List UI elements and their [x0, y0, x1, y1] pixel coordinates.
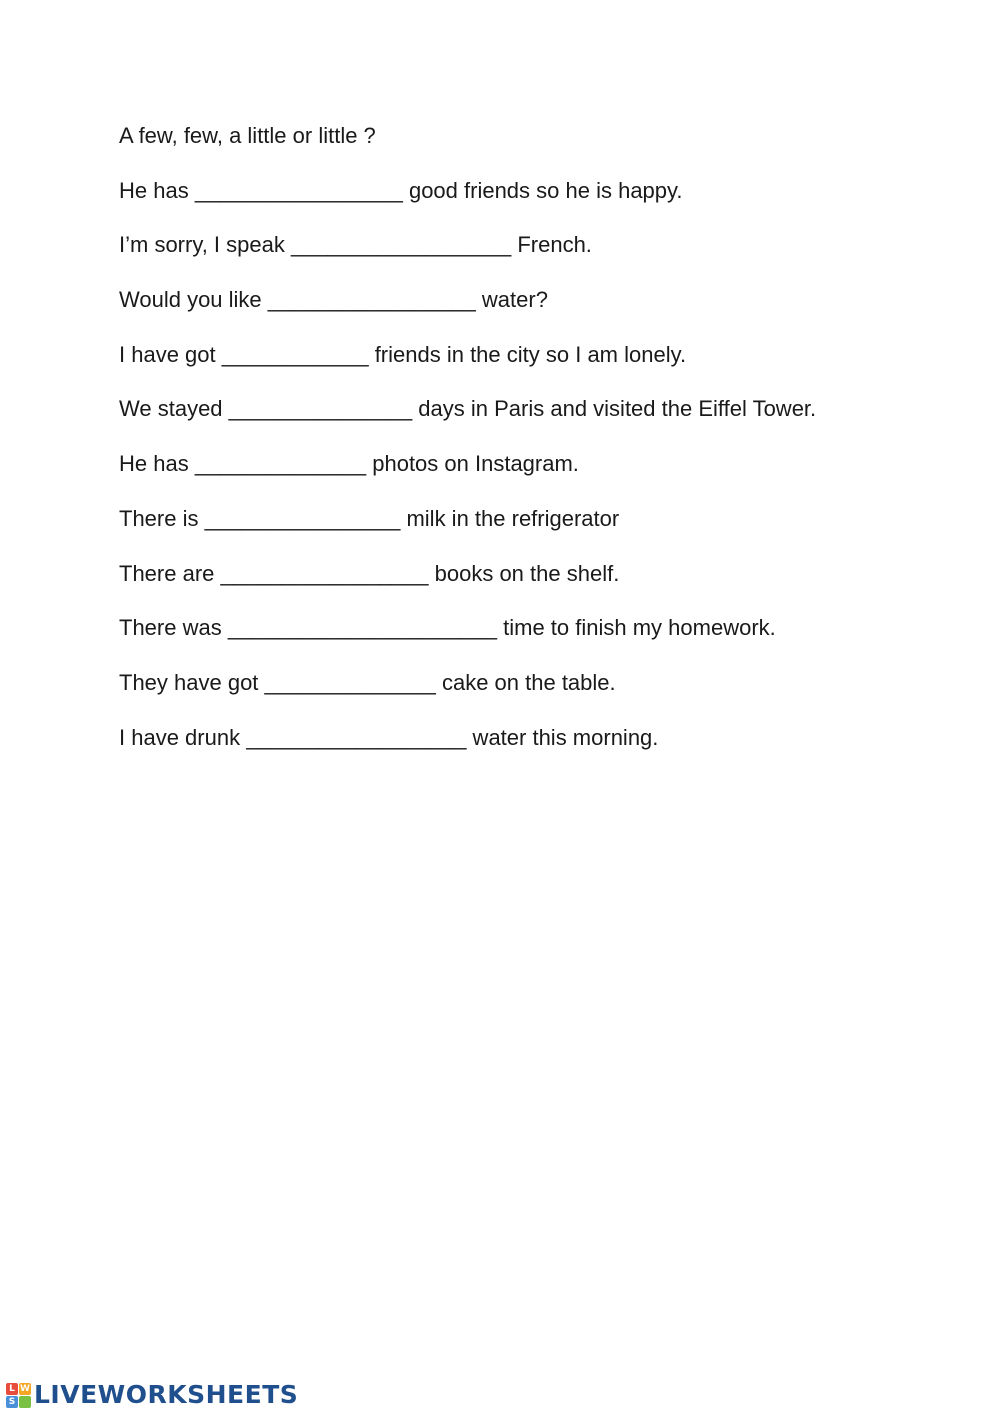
- logo-square-2: W: [20, 1383, 30, 1394]
- exercise-sentence-8: [119, 556, 919, 592]
- sentence-text-before: They have got: [119, 669, 265, 695]
- logo-square-3: S: [6, 1396, 18, 1408]
- exercise-sentence-5: [119, 391, 919, 427]
- answer-blank[interactable]: _________________: [220, 560, 429, 586]
- answer-blank[interactable]: ______________: [194, 451, 367, 477]
- answer-blank[interactable]: _______________: [228, 396, 413, 422]
- sentence-text-after: friends in the city so I am lonely.: [368, 341, 687, 367]
- sentence-text-before: I have got: [119, 341, 222, 367]
- sentence-text-before: There was: [119, 615, 228, 641]
- sentence-text-after: good friends so he is happy.: [402, 177, 683, 203]
- sentence-text-after: days in Paris and visited the Eiffel Tower.: [412, 396, 817, 422]
- exercise-sentence-10: [119, 665, 919, 701]
- sentence-text-before: There is: [119, 505, 205, 531]
- sentence-text-after: books on the shelf.: [428, 560, 620, 586]
- worksheet-title: A few, few, a little or little ?: [119, 123, 376, 148]
- sentence-text-after: milk in the refrigerator: [400, 505, 620, 531]
- exercise-sentence-9: [119, 610, 919, 646]
- sentence-text-after: water this morning.: [466, 724, 659, 750]
- logo-mark-icon: [6, 1383, 31, 1408]
- sentence-text-before: There are: [119, 560, 221, 586]
- answer-blank[interactable]: ________________: [204, 505, 401, 531]
- logo-text: LIVEWORKSHEETS: [34, 1380, 299, 1409]
- exercise-sentence-11: [119, 720, 919, 756]
- sentence-text-after: French.: [511, 232, 592, 258]
- exercise-sentence-6: [119, 446, 919, 482]
- answer-blank[interactable]: ______________________: [227, 615, 498, 641]
- sentence-text-before: We stayed: [119, 396, 229, 422]
- sentence-text-after: cake on the table.: [435, 669, 616, 695]
- worksheet: [119, 118, 919, 774]
- sentence-text-before: I’m sorry, I speak: [119, 232, 291, 258]
- logo-square-4: [19, 1396, 31, 1408]
- answer-blank[interactable]: __________________: [290, 232, 512, 258]
- exercise-sentence-3: [119, 282, 919, 318]
- sentence-text-before: I have drunk: [119, 724, 247, 750]
- sentence-text-after: time to finish my homework.: [497, 615, 776, 641]
- liveworksheets-logo: [6, 1380, 298, 1410]
- exercise-sentence-4: [119, 337, 919, 373]
- sentence-text-before: Would you like: [119, 287, 268, 313]
- sentence-text-after: photos on Instagram.: [366, 451, 579, 477]
- logo-square-1: L: [6, 1383, 18, 1395]
- answer-blank[interactable]: ______________: [264, 669, 436, 695]
- answer-blank[interactable]: ____________: [221, 341, 369, 367]
- exercise-sentence-2: [119, 227, 919, 263]
- answer-blank[interactable]: _________________: [267, 287, 476, 313]
- sentence-text-after: water?: [475, 287, 548, 313]
- answer-blank[interactable]: _________________: [194, 177, 403, 203]
- answer-blank[interactable]: __________________: [246, 724, 467, 750]
- sentence-text-before: He has: [119, 177, 195, 203]
- sentence-text-before: He has: [119, 451, 195, 477]
- exercise-sentence-1: [119, 173, 919, 209]
- exercise-sentence-7: [119, 501, 919, 537]
